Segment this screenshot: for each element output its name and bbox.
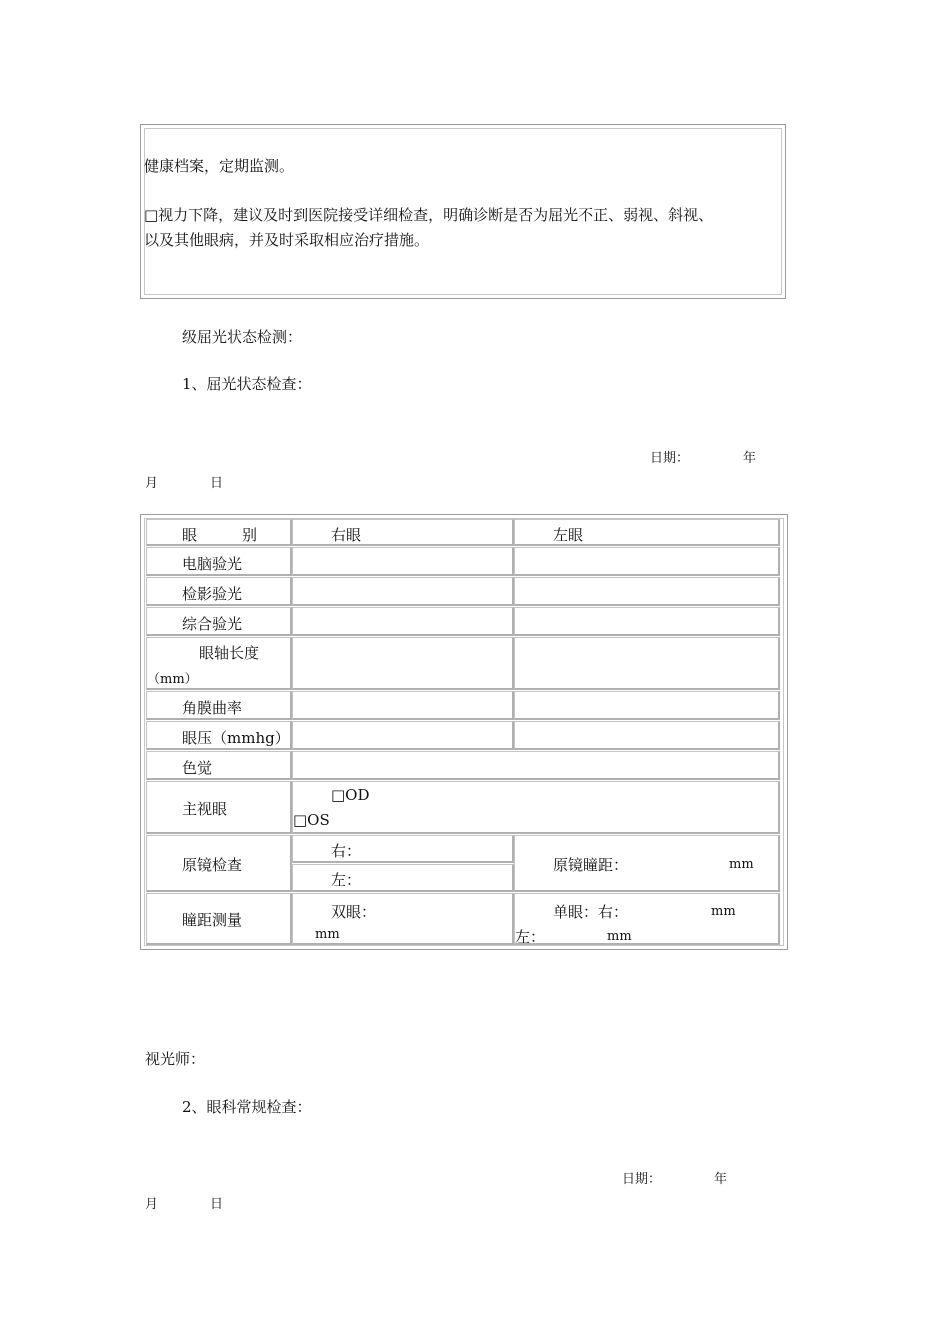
color-vision-label: 色觉 (182, 759, 213, 777)
retinoscopy-label-cell (146, 577, 292, 606)
retinoscopy-label: 检影验光 (182, 585, 243, 603)
computer-refraction-label-cell (146, 547, 292, 576)
pd-monocular-field[interactable] (514, 893, 780, 945)
section2-day: 日 (210, 1197, 224, 1212)
pd-monocular-label: 单眼：右： (553, 903, 629, 921)
comprehensive-refraction-left-field[interactable] (514, 607, 780, 636)
keratometry-left-field[interactable] (514, 691, 780, 720)
dominant-eye-label: 主视眼 (182, 800, 228, 818)
pd-measurement-label: 瞳距测量 (182, 911, 243, 929)
axial-length-right-field[interactable] (292, 637, 514, 690)
glasses-check-label-cell (146, 835, 292, 892)
header-right-eye-label: 右眼 (331, 526, 362, 544)
section1-date-label: 日期： (650, 451, 690, 466)
glasses-pd-field[interactable] (514, 835, 780, 892)
iop-right-field[interactable] (292, 721, 514, 750)
optometrist-signature-label: 视光师： (145, 1050, 206, 1068)
dominant-eye-options (292, 781, 780, 834)
keratometry-right-field[interactable] (292, 691, 514, 720)
section2-title: 2、眼科常规检查： (182, 1098, 312, 1116)
section2-year: 年 (714, 1172, 728, 1187)
note-line-2: □视力下降，建议及时到医院接受详细检查，明确诊断是否为屈光不正、弱视、斜视、 (144, 206, 714, 224)
glasses-left-field[interactable] (292, 864, 514, 892)
section1-year: 年 (743, 451, 757, 466)
section1-day: 日 (210, 476, 224, 491)
note-box (140, 124, 786, 299)
computer-refraction-right-field[interactable] (292, 547, 514, 576)
pd-monocular-right-unit: mm (711, 904, 736, 919)
color-vision-field[interactable] (292, 751, 780, 780)
note-line-3: 以及其他眼病，并及时采取相应治疗措施。 (144, 231, 430, 249)
pd-monocular-left-label: 左： (515, 928, 546, 946)
iop-left-field[interactable] (514, 721, 780, 750)
dominant-eye-od-checkbox[interactable]: □OD (331, 786, 370, 804)
iop-label: 眼压（mmhg） (182, 729, 290, 747)
retinoscopy-left-field[interactable] (514, 577, 780, 606)
header-left-eye-cell (514, 519, 780, 546)
axial-length-label: 眼轴长度 (199, 644, 260, 662)
pd-binocular-unit: mm (315, 927, 340, 942)
comprehensive-refraction-label: 综合验光 (182, 615, 243, 633)
axial-length-unit: （mm） (147, 672, 198, 687)
section2-month: 月 (145, 1197, 159, 1212)
glasses-check-label: 原镜检查 (182, 856, 243, 874)
section-intro: 级屈光状态检测： (182, 328, 303, 346)
color-vision-label-cell (146, 751, 292, 780)
iop-label-cell (146, 721, 292, 750)
dominant-eye-os-checkbox[interactable]: □OS (293, 811, 330, 829)
header-eye-label: 眼 别 (182, 526, 258, 544)
pd-measurement-label-cell (146, 893, 292, 945)
pd-monocular-left-unit: mm (607, 929, 632, 944)
section1-title: 1、屈光状态检查： (182, 375, 312, 393)
keratometry-label: 角膜曲率 (182, 699, 243, 717)
dominant-eye-label-cell (146, 781, 292, 834)
glasses-left-label: 左： (331, 871, 362, 889)
glasses-right-field[interactable] (292, 835, 514, 863)
pd-binocular-field[interactable] (292, 893, 514, 945)
header-left-eye-label: 左眼 (553, 526, 584, 544)
refraction-table (140, 514, 788, 950)
pd-binocular-label: 双眼： (331, 903, 377, 921)
glasses-pd-label: 原镜瞳距： (553, 856, 629, 874)
section2-date-label: 日期： (622, 1172, 662, 1187)
keratometry-label-cell (146, 691, 292, 720)
section1-month: 月 (145, 476, 159, 491)
computer-refraction-label: 电脑验光 (182, 555, 243, 573)
computer-refraction-left-field[interactable] (514, 547, 780, 576)
glasses-pd-unit: mm (729, 857, 754, 872)
comprehensive-refraction-right-field[interactable] (292, 607, 514, 636)
glasses-right-label: 右： (331, 842, 362, 860)
header-eye-cell (146, 519, 292, 546)
comprehensive-refraction-label-cell (146, 607, 292, 636)
note-line-1: 健康档案，定期监测。 (144, 157, 295, 175)
retinoscopy-right-field[interactable] (292, 577, 514, 606)
axial-length-left-field[interactable] (514, 637, 780, 690)
axial-length-label-cell (146, 637, 292, 690)
header-right-eye-cell (292, 519, 514, 546)
